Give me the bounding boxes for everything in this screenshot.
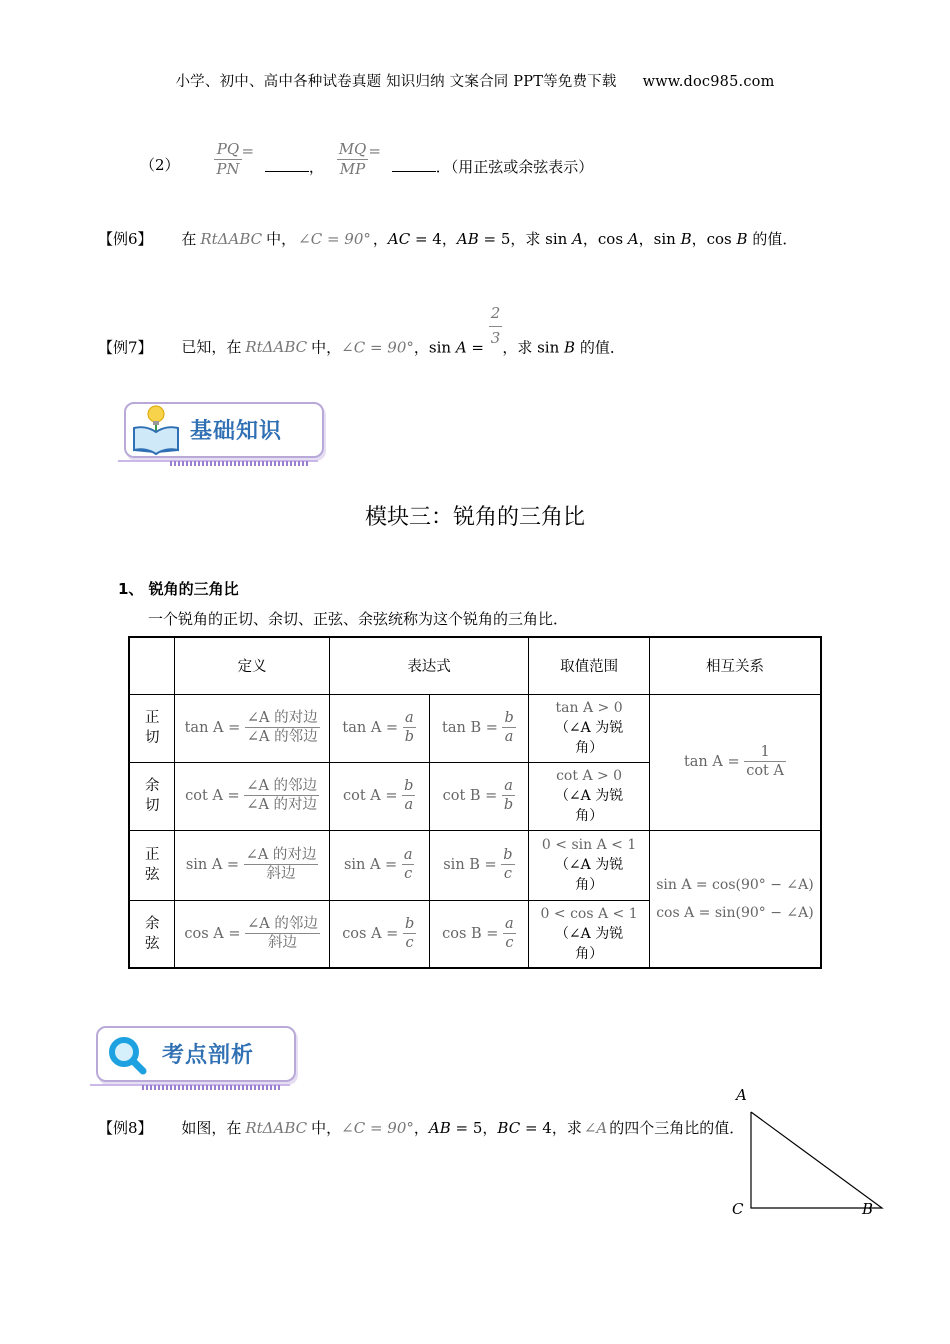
ex6-eq5: = 5，求 sin — [478, 230, 573, 248]
ex8-text1: 如图，在 — [181, 1119, 242, 1137]
rel1-num: 1 — [744, 745, 786, 762]
page-header — [0, 70, 950, 91]
ex6-a1: A — [572, 230, 583, 248]
expr-b-num: a — [503, 917, 516, 934]
expr-b-den: c — [503, 866, 512, 882]
row-name — [129, 762, 175, 830]
q2-eq1: = — [241, 142, 255, 160]
expr-b-num: b — [502, 711, 515, 728]
def-den: ∠A 的对边 — [246, 797, 318, 813]
ex7-text4: ，求 sin — [502, 338, 565, 357]
range-line2: （∠A 为锐 — [554, 720, 624, 736]
ex6-triangle: RtΔABC — [200, 230, 263, 248]
row-name — [129, 830, 175, 900]
subsection-title: 1、 锐角的三角比 — [118, 580, 239, 598]
row-expr-b — [429, 900, 529, 968]
ex8-angle-a: ∠A — [583, 1119, 608, 1137]
ex8-triangle: RtΔABC — [245, 1119, 308, 1137]
row-expr-b — [429, 762, 529, 830]
def-den: ∠A 的邻边 — [246, 729, 318, 745]
range-line3: 角） — [575, 945, 604, 962]
def-left: cot A = — [185, 788, 240, 804]
table-header-definition: 定义 — [175, 637, 329, 694]
range-line1: 0 < cos A < 1 — [540, 905, 638, 922]
book-lightbulb-icon — [128, 402, 184, 458]
example-7 — [98, 306, 625, 357]
row-name-text: 正弦 — [144, 847, 160, 883]
table-header-relation: 相互关系 — [649, 637, 821, 694]
ex6-text3: ， — [372, 230, 388, 248]
table-row — [129, 830, 821, 900]
def-den: 斜边 — [266, 866, 296, 882]
row-expr-a — [329, 762, 429, 830]
ex7-frac-den: 3 — [490, 328, 501, 347]
ex6-text1: 在 — [181, 230, 197, 248]
row-name — [129, 900, 175, 968]
expr-a-left: sin A = — [343, 857, 398, 873]
banner-basic-knowledge — [118, 400, 328, 470]
q2-sep: ， — [308, 158, 324, 176]
vertex-c-label: C — [732, 1200, 744, 1218]
row-definition — [175, 694, 329, 762]
q2-blank1[interactable] — [265, 159, 309, 172]
range-line3: 角） — [575, 877, 604, 893]
def-left: tan A = — [184, 720, 241, 736]
row-name-text: 余切 — [144, 778, 160, 814]
expr-a-den: b — [404, 729, 414, 745]
ex6-ac: AC — [387, 230, 411, 248]
banner-basic-stripe — [170, 461, 310, 466]
range-line3: 角） — [575, 808, 604, 824]
row-range — [529, 830, 650, 900]
range-line2: （∠A 为锐 — [554, 857, 624, 873]
ex8-eq4: = 4，求 — [520, 1119, 582, 1137]
ex6-ab: AB — [456, 230, 479, 248]
expr-b-den: b — [503, 797, 514, 813]
magnifier-icon — [106, 1034, 148, 1076]
rel2-line2: cos A = sin(90° − ∠A) — [656, 904, 814, 921]
expr-b-left: tan B = — [442, 720, 498, 736]
q2-frac2-den: MP — [339, 160, 366, 178]
ex8-angle: ∠C = 90° — [341, 1119, 414, 1137]
table-header-range: 取值范围 — [529, 637, 650, 694]
ex7-text1: 已知，在 — [181, 338, 242, 357]
ex8-bc: BC — [497, 1119, 521, 1137]
expr-b-den: a — [504, 729, 514, 745]
header-site[interactable]: www.doc985.com — [642, 74, 775, 90]
row-expr-a — [329, 830, 429, 900]
ex7-text5: 的值． — [575, 338, 625, 357]
ex8-text2: 中， — [311, 1119, 342, 1137]
trig-ratio-table — [128, 636, 822, 969]
row-definition — [175, 900, 329, 968]
example-8 — [98, 1117, 744, 1138]
row-expr-a — [329, 694, 429, 762]
ex8-ab: AB — [428, 1119, 451, 1137]
banner-exam-title: 考点剖析 — [162, 1043, 255, 1068]
expr-a-num: a — [403, 711, 416, 728]
expr-a-den: c — [405, 934, 414, 951]
ex6-label: 【例6】 — [98, 230, 153, 248]
row-name-text: 余弦 — [144, 915, 160, 952]
row-expr-b — [429, 830, 529, 900]
range-line1: 0 < sin A < 1 — [541, 837, 637, 853]
ex7-a: A — [455, 338, 467, 357]
ex6-text6: ，cos — [691, 230, 737, 248]
triangle-outline — [751, 1112, 882, 1208]
ex6-a2: A — [627, 230, 639, 248]
q2-frac2 — [337, 142, 369, 178]
ex7-text2: 中， — [311, 338, 342, 357]
q2-frac1 — [214, 142, 241, 178]
ex8-text3: ， — [413, 1119, 429, 1137]
ex8-text4: 的四个三角比的值． — [609, 1119, 745, 1137]
ex7-label: 【例7】 — [98, 338, 153, 357]
ex7-b: B — [564, 338, 576, 357]
ex7-eq: = — [466, 338, 489, 357]
ex6-b1: B — [680, 230, 692, 248]
def-num: ∠A 的邻边 — [245, 917, 320, 934]
vertex-b-label: B — [862, 1200, 874, 1218]
row-range — [529, 762, 650, 830]
q2-tail: ．（用正弦或余弦表示） — [435, 158, 594, 176]
def-num: ∠A 的邻边 — [244, 779, 319, 796]
ex7-angle: ∠C = 90° — [341, 338, 414, 357]
relation-sin-cos — [649, 830, 821, 968]
row-expr-b — [429, 694, 529, 762]
ex6-eq4: = 4， — [410, 230, 457, 248]
q2-frac1-num: PQ — [214, 142, 241, 160]
table-header-empty — [129, 637, 175, 694]
range-line2: （∠A 为锐 — [554, 925, 624, 942]
range-line1: cot A > 0 — [556, 768, 623, 784]
expr-a-num: a — [402, 848, 415, 865]
question-2 — [140, 142, 593, 178]
ex7-fraction — [489, 306, 503, 347]
def-num: ∠A 的对边 — [245, 711, 320, 728]
rel1-den: cot A — [746, 763, 784, 779]
row-name — [129, 694, 175, 762]
section-title: 模块三：锐角的三角比 — [364, 505, 585, 530]
triangle-figure — [730, 1084, 900, 1224]
def-left: sin A = — [185, 857, 240, 873]
row-expr-a — [329, 900, 429, 968]
expr-b-left: cos B = — [442, 925, 499, 942]
ex6-text2: 中， — [266, 230, 297, 248]
ex8-label: 【例8】 — [98, 1119, 153, 1137]
row-range — [529, 694, 650, 762]
ex6-b2: B — [736, 230, 748, 248]
range-line1: tan A > 0 — [555, 700, 623, 716]
row-definition — [175, 762, 329, 830]
expr-a-num: b — [403, 917, 416, 934]
description: 一个锐角的正切、余切、正弦、余弦统称为这个锐角的三角比． — [148, 610, 569, 628]
ex6-text7: 的值． — [747, 230, 798, 248]
def-num: ∠A 的对边 — [244, 848, 319, 865]
expr-b-den: c — [505, 934, 514, 951]
row-name-text: 正切 — [144, 710, 160, 746]
example-6 — [98, 228, 797, 249]
expr-b-num: b — [501, 848, 514, 865]
table-header-row — [129, 637, 821, 694]
ex8-eq5: = 5， — [450, 1119, 498, 1137]
expr-a-left: cot A = — [342, 788, 398, 804]
ex7-frac-num: 2 — [489, 306, 503, 327]
rel2-line1: sin A = cos(90° − ∠A) — [656, 876, 814, 893]
def-den: 斜边 — [267, 934, 297, 951]
def-left: cos A = — [184, 925, 241, 942]
expr-a-left: cos A = — [342, 925, 399, 942]
rel1-left: tan A = — [683, 754, 740, 770]
ex6-text4: ，cos — [582, 230, 628, 248]
ex7-text3: ，sin — [413, 338, 456, 357]
vertex-a-label: A — [736, 1086, 747, 1104]
q2-eq2: = — [368, 142, 381, 160]
expr-a-num: b — [402, 779, 415, 796]
header-text: 小学、初中、高中各种试卷真题 知识归纳 文案合同 PPT等免费下载 — [175, 74, 617, 90]
row-definition — [175, 830, 329, 900]
expr-b-left: sin B = — [443, 857, 497, 873]
expr-a-left: tan A = — [342, 720, 399, 736]
banner-exam-stripe — [142, 1085, 282, 1090]
range-line3: 角） — [575, 740, 604, 756]
table-row — [129, 694, 821, 762]
banner-basic-title: 基础知识 — [190, 419, 283, 444]
table-header-expression: 表达式 — [329, 637, 528, 694]
banner-exam-analysis — [90, 1024, 300, 1094]
expr-b-left: cot B = — [442, 788, 498, 804]
q2-frac2-num: MQ — [338, 140, 367, 159]
q2-frac1-den: PN — [216, 160, 240, 178]
expr-a-den: c — [404, 866, 413, 882]
ex6-text5: ，sin — [638, 230, 681, 248]
expr-a-den: a — [404, 797, 414, 813]
ex6-angle: ∠C = 90° — [298, 230, 371, 248]
expr-b-num: a — [502, 779, 515, 796]
row-range — [529, 900, 650, 968]
ex7-triangle: RtΔABC — [245, 338, 308, 357]
range-line2: （∠A 为锐 — [554, 788, 624, 804]
relation-tan-cot — [649, 694, 821, 830]
q2-number: （2） — [140, 156, 180, 174]
q2-blank2[interactable] — [392, 159, 436, 172]
